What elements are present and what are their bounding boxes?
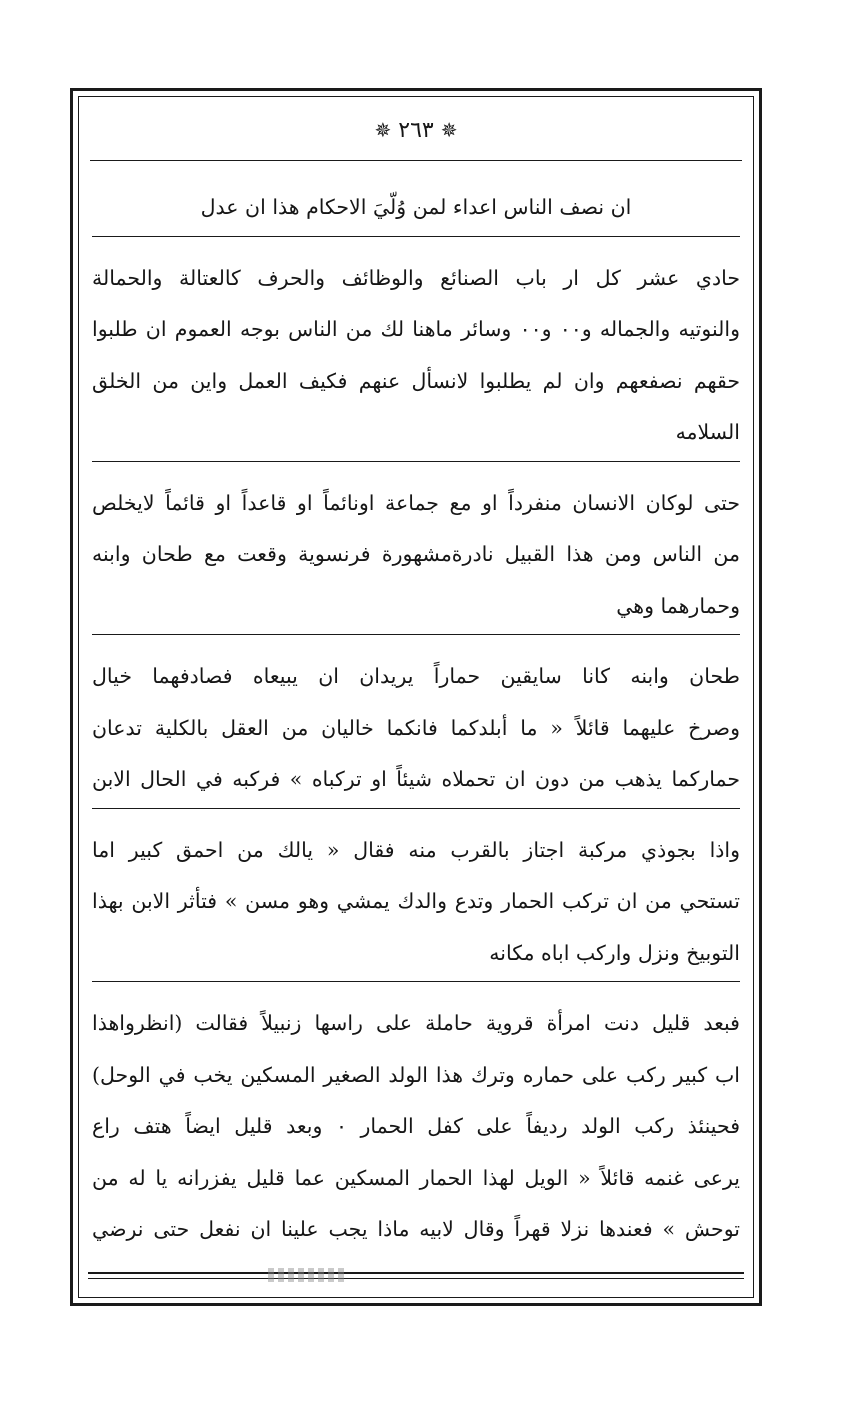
text-line: فبعد قليل دنت امرأة قروية حاملة على راسها زنبيلاً فقالت (انظرواهذا: [92, 1011, 740, 1035]
text-line: والنوتيه والجماله و٠٠ و٠٠ وسائر ماهنا لك من الناس بوجه العموم ان طلبوا: [92, 317, 740, 341]
header-rule: [90, 160, 742, 161]
text-line: طحان وابنه كانا سايقين حماراً يريدان ان يبيعاه فصادفهما خيال: [92, 664, 740, 688]
ornament-left-icon: ✵: [374, 118, 392, 142]
text-line: يرعى غنمه قائلاً « الويل لهذا الحمار المسكين عما قليل يفزرانه يا له من: [92, 1165, 740, 1190]
paragraph: [92, 478, 740, 636]
ornament-right-icon: ✵: [440, 118, 458, 142]
text-line: وصرخ عليهما قائلاً « ما أبلدكما فانكما خاليان من العقل بالكلية تدعان: [92, 715, 740, 740]
paragraph: [92, 182, 740, 237]
page-number: ٢٦٣: [398, 118, 434, 143]
page-body: [92, 182, 740, 1274]
footer-rule: [78, 1266, 754, 1294]
paragraph: [92, 998, 740, 1258]
text-line: تستحي من ان تركب الحمار وتدع والدك يمشي وهو مسن » فتأثر الابن بهذا: [92, 889, 740, 913]
text-line: السلامه: [675, 420, 740, 444]
text-line: حتى لوكان الانسان منفرداً او مع جماعة اونائماً او قاعداً او قائماً لايخلص: [92, 490, 740, 515]
text-line: من الناس ومن هذا القبيل نادرةمشهورة فرنسوية وقعت مع طحان وابنه: [92, 542, 740, 566]
page-header: [78, 118, 754, 143]
text-line: وحمارهما وهي: [616, 593, 740, 618]
text-line: التوبيخ ونزل واركب اباه مكانه: [489, 940, 740, 965]
ink-smudge: [268, 1268, 348, 1282]
text-line: ان نصف الناس اعداء لمن وُلّيَ الاحكام هذا ان عدل: [200, 195, 632, 219]
text-line: فحينئذ ركب الولد رديفاً على كفل الحمار ٠ وبعد قليل ايضاً هتف راع: [92, 1114, 740, 1138]
text-line: حماركما يذهب من دون ان تحملاه شيئاً او تركباه » فركبه في الحال الابن: [92, 767, 740, 791]
text-line: حادي عشر كل ار باب الصنائع والوظائف والحرف كالعتالة والحمالة: [92, 265, 740, 290]
text-line: حقهم نصفعهم وان لم يطلبوا لانسأل عنهم فكيف العمل واين من الخلق: [92, 368, 740, 393]
text-line: واذا بجوذي مركبة اجتاز بالقرب منه فقال « يالك من احمق كبير اما: [92, 837, 740, 862]
paragraph: [92, 253, 740, 462]
text-line: اب كبير ركب على حماره وترك هذا الولد الصغير المسكين يخب في الوحل): [92, 1062, 740, 1087]
paragraph: [92, 825, 740, 983]
paragraph: [92, 651, 740, 809]
text-line: توحش » فعندها نزلا قهراً وقال لابيه ماذا يجب علينا ان نفعل حتى نرضي: [92, 1217, 740, 1241]
